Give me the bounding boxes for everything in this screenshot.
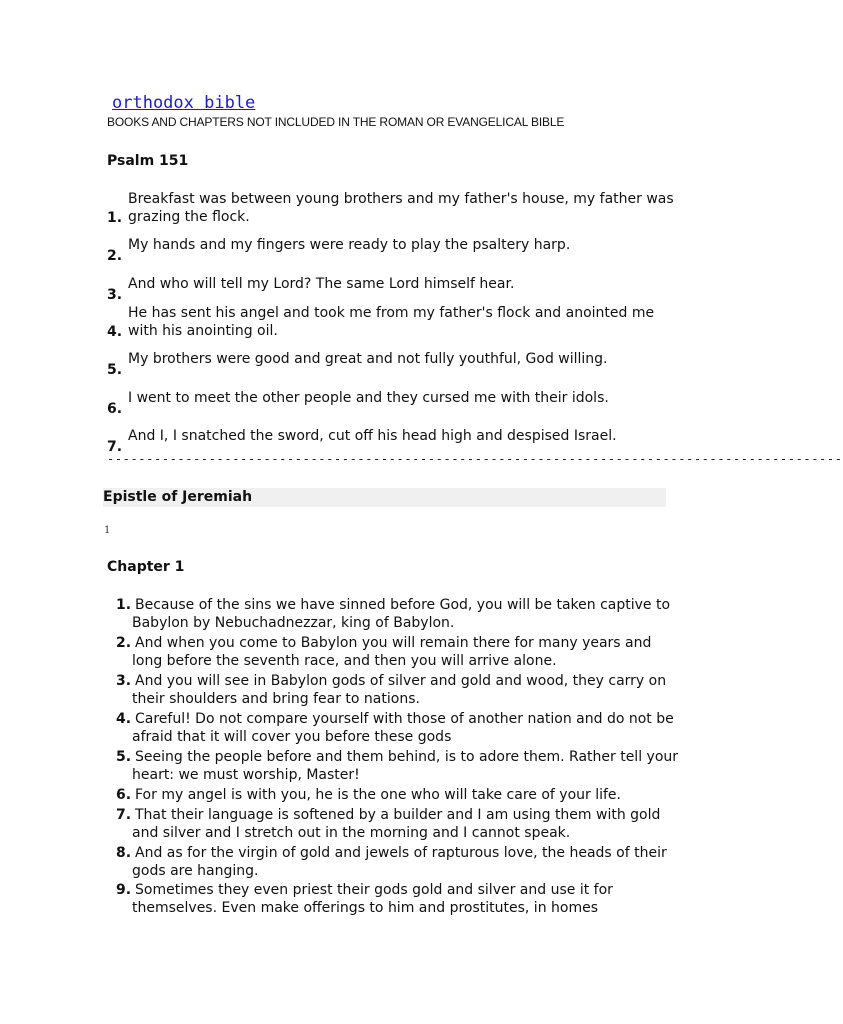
verse-text: Because of the sins we have sinned before God, you will be taken captive to Babylon by Nebuchadnezzar, king of Babylon. xyxy=(132,597,671,631)
verse-text: And when you come to Babylon you will remain there for many years and long before the seventh race, and then you will arrive alone. xyxy=(132,635,652,669)
verse-number: 3. xyxy=(116,673,132,689)
verse-number: 7. xyxy=(107,439,123,455)
verse-text: I went to meet the other people and they cursed me with their idols. xyxy=(128,390,609,406)
psalm-verse xyxy=(107,236,677,264)
psalm-verse xyxy=(107,350,677,378)
verse-number: 7. xyxy=(116,807,132,823)
verse-text: Sometimes they even priest their gods gold and silver and use it for themselves. Even make offerings to him and prostitutes, in homes xyxy=(132,882,613,916)
psalm-title: Psalm 151 xyxy=(107,153,189,169)
verse-number: 4. xyxy=(116,711,132,727)
verse-number: 2. xyxy=(116,635,132,651)
verse-number: 6. xyxy=(116,787,132,803)
verse-text: And I, I snatched the sword, cut off his head high and despised Israel. xyxy=(128,428,617,444)
orthodox-bible-link[interactable]: orthodox bible xyxy=(112,93,256,113)
epistle-title: Epistle of Jeremiah xyxy=(103,489,253,505)
verse-text: And as for the virgin of gold and jewels of rapturous love, the heads of their gods are hanging. xyxy=(132,845,667,879)
verse-number: 8. xyxy=(116,845,132,861)
verse-text: That their language is softened by a builder and I am using them with gold and silver and I stretch out in the morning and I cannot speak. xyxy=(132,807,661,841)
verse-number: 3. xyxy=(107,287,123,303)
verse-number: 6. xyxy=(107,401,123,417)
verse-text: My hands and my fingers were ready to play the psaltery harp. xyxy=(128,237,571,253)
verse-number: 5. xyxy=(107,362,123,378)
psalm-verse xyxy=(107,190,677,226)
verse-text: Breakfast was between young brothers and my father's house, my father was grazing the flock. xyxy=(128,191,674,225)
footnote-marker: 1 xyxy=(104,525,111,536)
verse-number: 1. xyxy=(116,597,132,613)
verse-number: 5. xyxy=(116,749,132,765)
verse-number: 1. xyxy=(107,210,123,226)
verse-text: And who will tell my Lord? The same Lord himself hear. xyxy=(128,276,515,292)
psalm-verse xyxy=(107,275,677,303)
verse-text: For my angel is with you, he is the one who will take care of your life. xyxy=(135,787,621,803)
page-subtitle: BOOKS AND CHAPTERS NOT INCLUDED IN THE ROMAN OR EVANGELICAL BIBLE xyxy=(107,115,565,129)
verse-text: My brothers were good and great and not fully youthful, God willing. xyxy=(128,351,608,367)
psalm-verse xyxy=(107,389,677,417)
verse-number: 4. xyxy=(107,324,123,340)
verse-text: And you will see in Babylon gods of silver and gold and wood, they carry on their shoulders and bring fear to nations. xyxy=(132,673,667,707)
verse-text: Careful! Do not compare yourself with those of another nation and do not be afraid that it will cover you before these gods xyxy=(132,711,674,745)
section-divider: ---------------------------------------------------------------------------------------------- xyxy=(107,452,843,466)
psalm-verse xyxy=(107,304,677,340)
psalm-verse xyxy=(107,427,677,455)
verse-text: He has sent his angel and took me from my father's flock and anointed me with his anointing oil. xyxy=(128,305,655,339)
verse-number: 9. xyxy=(116,882,132,898)
verse-text: Seeing the people before and them behind, is to adore them. Rather tell your heart: we must worship, Master! xyxy=(132,749,679,783)
verse-number: 2. xyxy=(107,248,123,264)
chapter-title: Chapter 1 xyxy=(107,559,185,575)
